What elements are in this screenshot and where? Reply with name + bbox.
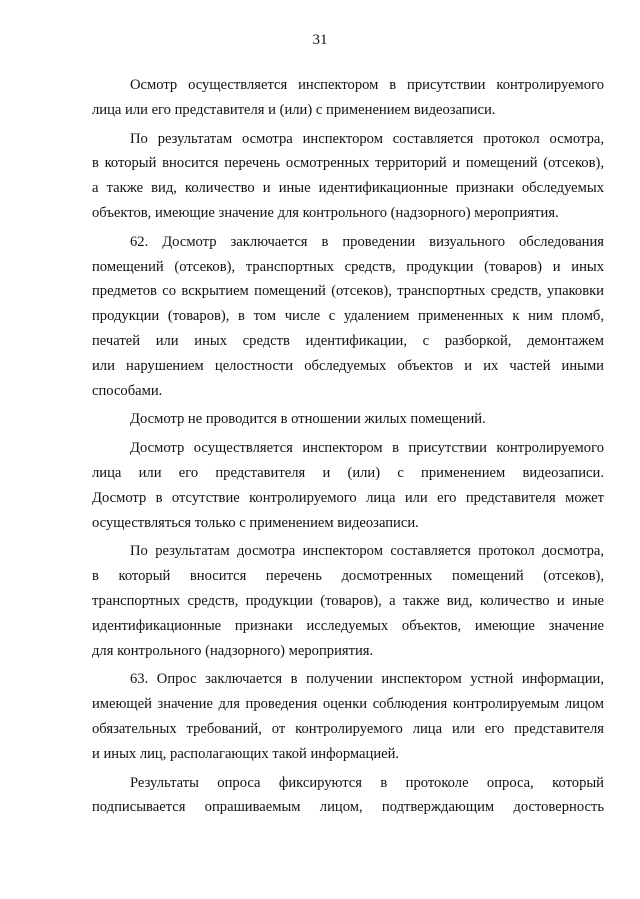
text-line: имеющей значение для проведения оценки соблюдения контролируемым лицом: [92, 696, 604, 713]
text-line: По результатам досмотра инспектором составляется протокол досмотра,: [130, 543, 604, 560]
text-line: Результаты опроса фиксируются в протоколе опроса, который: [130, 774, 604, 791]
document-body: [92, 73, 604, 820]
text-line: в который вносится перечень осмотренных территорий и помещений (отсеков),: [92, 155, 604, 172]
text-line: помещений (отсеков), транспортных средств, продукции (товаров) и иных: [92, 258, 604, 275]
text-line: Досмотр не проводится в отношении жилых помещений.: [130, 411, 486, 428]
text-line: а также вид, количество и иные идентификационные признаки обследуемых: [92, 180, 604, 197]
text-line: и иных лиц, располагающих такой информацией.: [92, 745, 400, 762]
text-line: осуществляться только с применением видеозаписи.: [92, 514, 419, 531]
text-line: печатей или иных средств идентификации, с разборкой, демонтажем: [92, 332, 604, 349]
text-line: объектов, имеющие значение для контрольного (надзорного) мероприятия.: [92, 204, 559, 221]
text-line: для контрольного (надзорного) мероприятия.: [92, 642, 374, 659]
text-line: способами.: [92, 382, 163, 399]
text-line: По результатам осмотра инспектором составляется протокол осмотра,: [130, 130, 604, 147]
page-number: 31: [312, 32, 328, 48]
text-line: транспортных средств, продукции (товаров), а также вид, количество и иные: [92, 592, 604, 609]
text-line: 63. Опрос заключается в получении инспектором устной информации,: [130, 671, 604, 688]
text-line: Досмотр в отсутствие контролируемого лица или его представителя может: [92, 489, 604, 506]
text-line: обязательных требований, от контролируемого лица или его представителя: [92, 720, 604, 737]
text-line: Осмотр осуществляется инспектором в присутствии контролируемого: [130, 77, 604, 93]
text-line: лица или его представителя и (или) с применением видеозаписи.: [92, 101, 496, 118]
text-line: в который вносится перечень досмотренных помещений (отсеков),: [92, 568, 604, 585]
text-line: подписывается опрашиваемым лицом, подтверждающим достоверность: [92, 799, 604, 816]
text-line: Досмотр осуществляется инспектором в присутствии контролируемого: [130, 440, 604, 457]
text-line: идентификационные признаки исследуемых объектов, имеющие значение: [92, 617, 604, 634]
text-line: продукции (товаров), в том числе с удалением примененных к ним пломб,: [92, 308, 604, 325]
text-line: лица или его представителя и (или) с применением видеозаписи.: [92, 464, 604, 481]
text-line: или нарушением целостности обследуемых объектов и их частей иными: [92, 357, 604, 374]
text-line: предметов со вскрытием помещений (отсеков), транспортных средств, упаковки: [92, 283, 604, 300]
text-line: 62. Досмотр заключается в проведении визуального обследования: [130, 233, 604, 250]
